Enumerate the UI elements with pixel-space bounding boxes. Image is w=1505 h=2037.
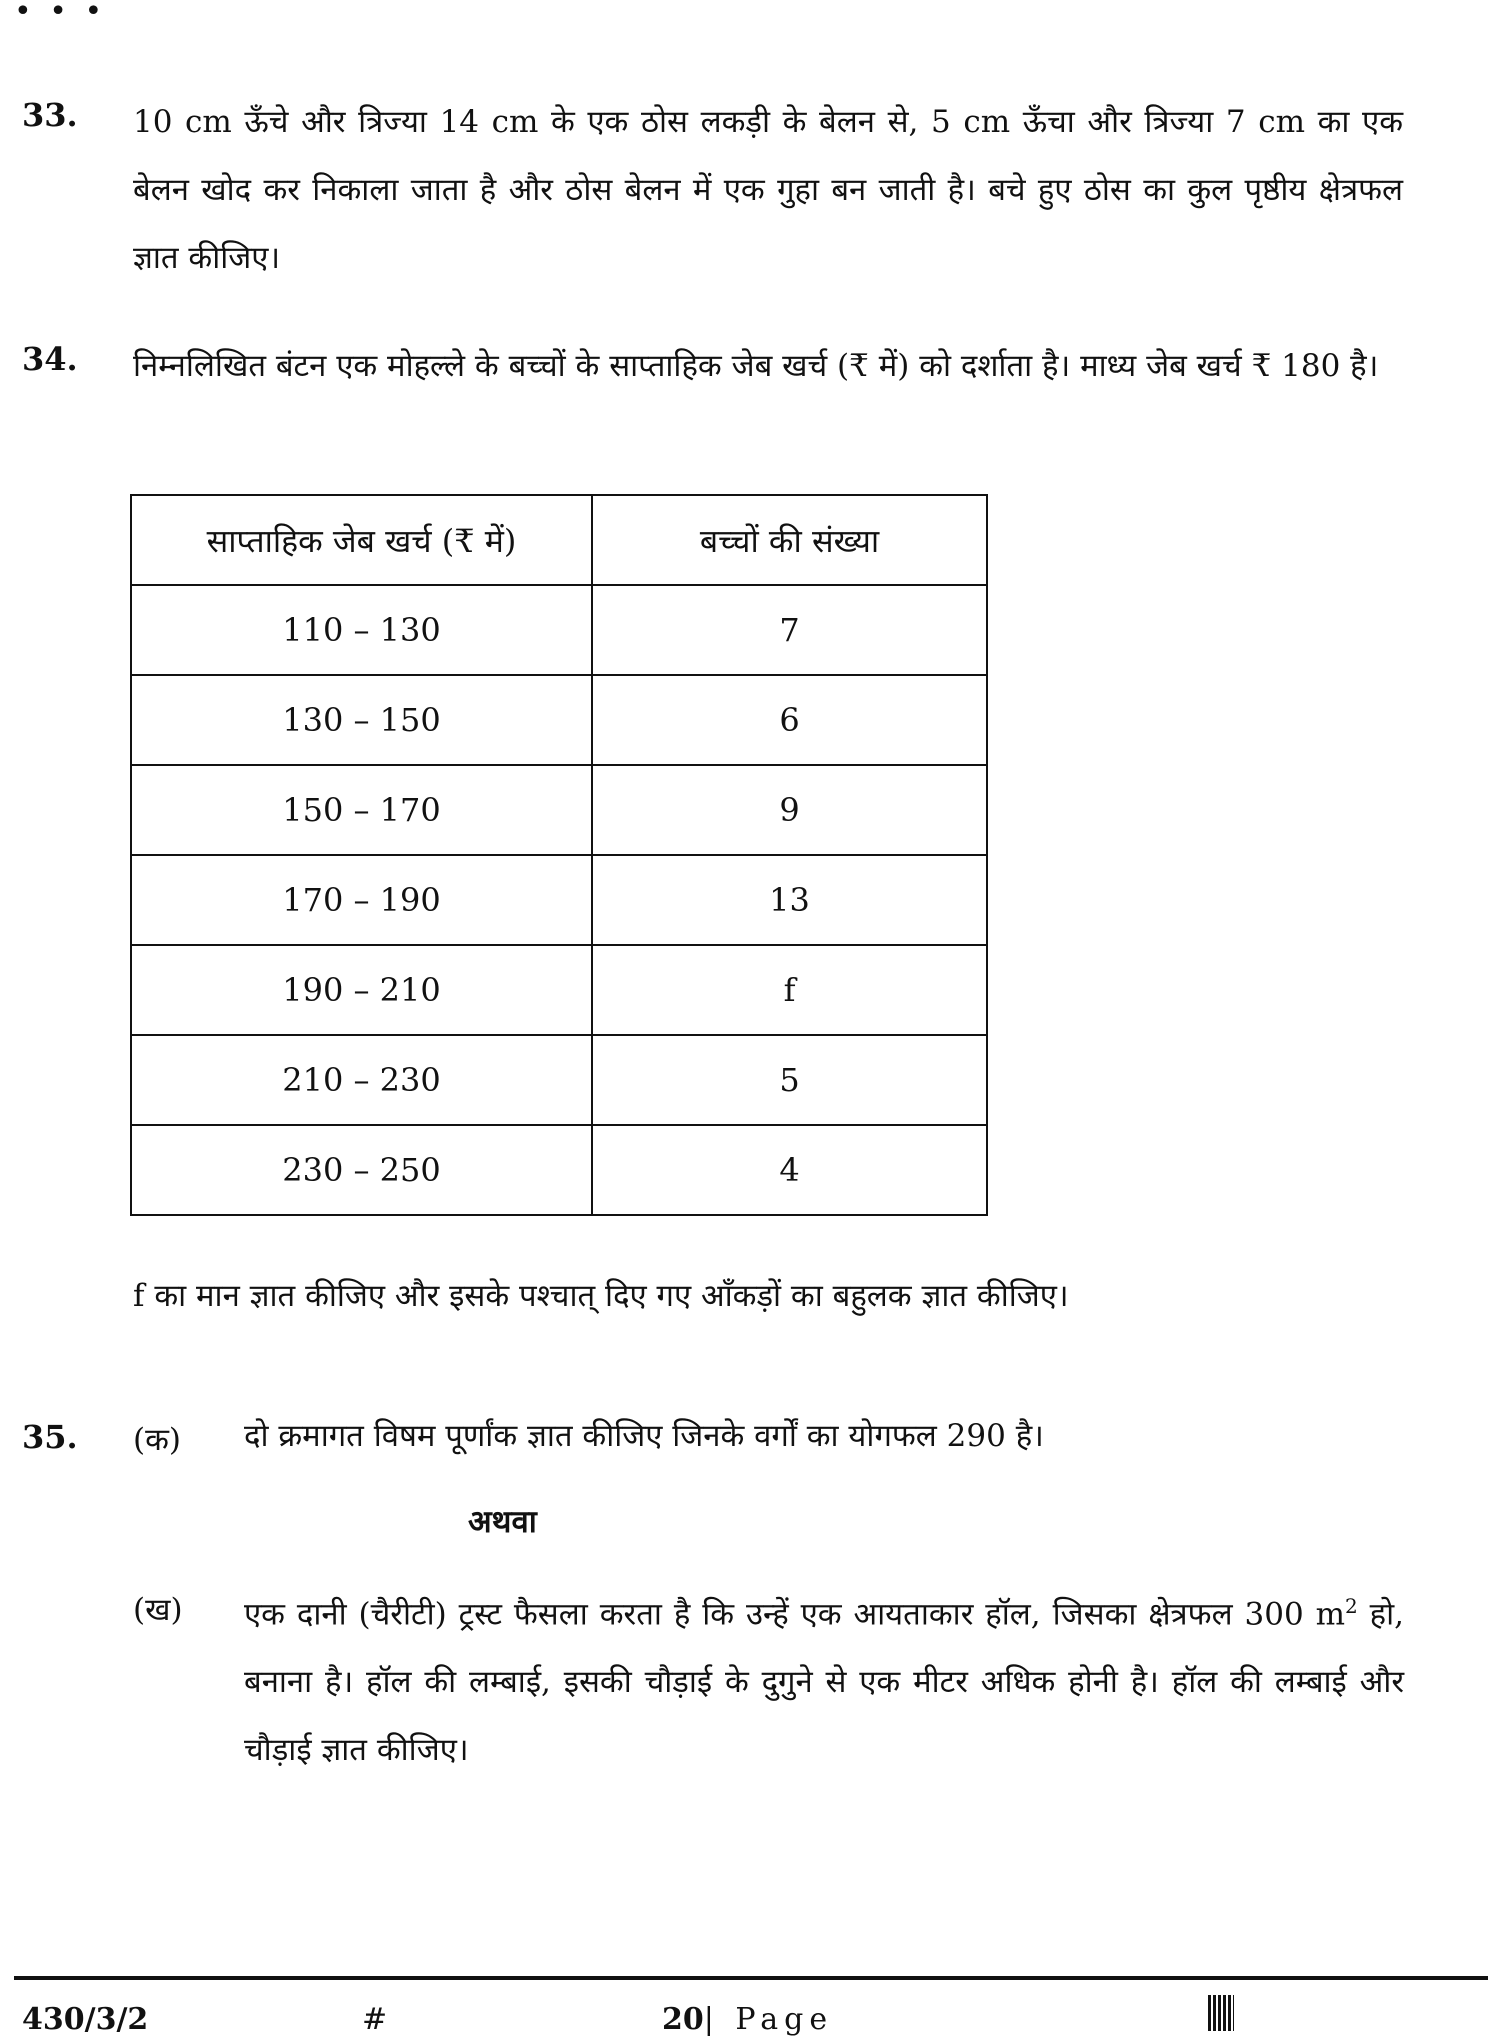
frequency-table: [130, 494, 988, 1216]
frequency: 9: [592, 765, 987, 855]
frequency: 13: [592, 855, 987, 945]
or-label: अथवा: [468, 1504, 537, 1540]
page-number: 20: [662, 2002, 704, 2037]
header-cell: बच्चों की संख्या: [592, 495, 987, 585]
question-text: 10 cm ऊँचे और त्रिज्या 14 cm के एक ठोस लकड़ी के बेलन से, 5 cm ऊँचा और त्रिज्या 7 cm का एक बेलन खोद कर निकाला जाता है और ठोस बेलन में एक गुहा बन जाती है। बचे हुए ठोस का कुल पृष्ठीय क्षेत्रफल ज्ञात कीजिए।: [133, 104, 1403, 276]
frequency: f: [592, 945, 987, 1035]
question-number: 34.: [22, 340, 78, 378]
table-row: [131, 585, 987, 675]
hash-mark: #: [362, 2002, 388, 2037]
question-number: 33.: [22, 96, 78, 134]
footer-rule: [14, 1976, 1488, 1980]
table-row: [131, 855, 987, 945]
table-row: [131, 1125, 987, 1215]
part-a-text: दो क्रमागत विषम पूर्णांक ज्ञात कीजिए जिनके वर्गों का योगफल 290 है।: [244, 1418, 1044, 1454]
class-interval: 170 – 190: [131, 855, 592, 945]
part-b-text-1: एक दानी (चैरीटी) ट्रस्ट फैसला करता है कि उन्हें एक आयताकार हॉल, जिसका क्षेत्रफल 300 m: [244, 1596, 1345, 1633]
table-row: [131, 1035, 987, 1125]
part-b-label: (ख): [133, 1592, 183, 1628]
qr-code-icon: [1208, 1995, 1234, 2031]
table-row: [131, 945, 987, 1035]
frequency: 6: [592, 675, 987, 765]
frequency: 7: [592, 585, 987, 675]
part-a-label: (क): [133, 1422, 181, 1458]
table-header-row: [131, 495, 987, 585]
class-interval: 150 – 170: [131, 765, 592, 855]
top-marker: • • •: [14, 0, 107, 29]
class-interval: 190 – 210: [131, 945, 592, 1035]
page-label: | Page: [703, 2002, 834, 2037]
class-interval: 230 – 250: [131, 1125, 592, 1215]
class-interval: 110 – 130: [131, 585, 592, 675]
page-number-block: [662, 2002, 833, 2037]
table-row: [131, 765, 987, 855]
class-interval: 130 – 150: [131, 675, 592, 765]
part-b-text-2: हो, बनाना है। हॉल की लम्बाई, इसकी चौड़ाई के दुगुने से एक मीटर अधिक होनी है। हॉल की लम्बाई और चौड़ाई ज्ञात कीजिए।: [244, 1596, 1405, 1769]
question-followup: f का मान ज्ञात कीजिए और इसके पश्चात् दिए गए आँकड़ों का बहुलक ज्ञात कीजिए।: [133, 1278, 1069, 1314]
superscript: 2: [1345, 1594, 1358, 1618]
part-b-text: [244, 1572, 1404, 1784]
paper-code: 430/3/2: [22, 2002, 149, 2037]
frequency: 4: [592, 1125, 987, 1215]
question-number: 35.: [22, 1418, 78, 1456]
header-cell: साप्ताहिक जेब खर्च (₹ में): [131, 495, 592, 585]
class-interval: 210 – 230: [131, 1035, 592, 1125]
question-text: निम्नलिखित बंटन एक मोहल्ले के बच्चों के साप्ताहिक जेब खर्च (₹ में) को दर्शाता है। माध्य जेब खर्च ₹ 180 है।: [133, 348, 1379, 384]
frequency: 5: [592, 1035, 987, 1125]
table-row: [131, 675, 987, 765]
